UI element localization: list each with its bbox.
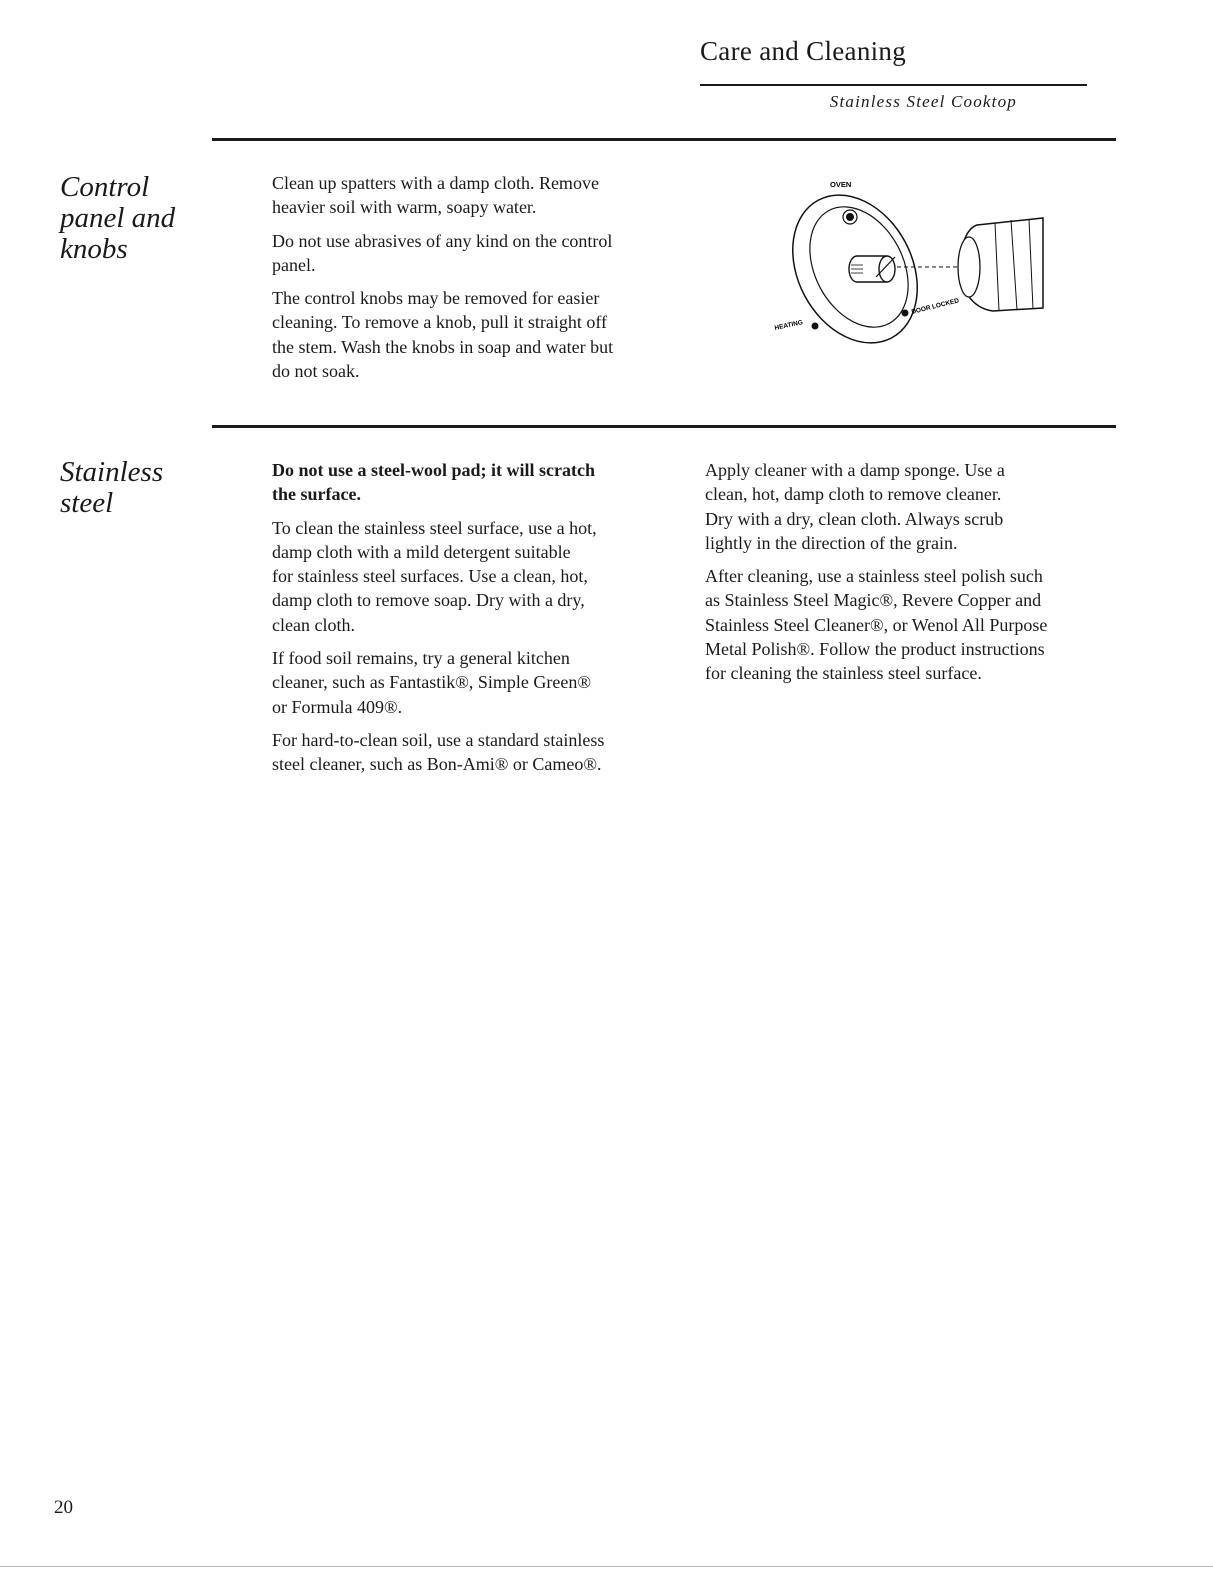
warning-text: Do not use a steel-wool pad; it will scratch the surface. xyxy=(272,460,595,505)
heading-line: steel xyxy=(60,487,114,519)
page-bottom-edge xyxy=(0,1566,1213,1567)
section-heading-stainless-steel xyxy=(60,457,163,519)
paragraph: Clean up spatters with a damp cloth. Remove heavier soil with warm, soapy water. xyxy=(272,173,599,218)
paragraph: The control knobs may be removed for easier cleaning. To remove a knob, pull it straight off the stem. Wash the knobs in soap and water but do not soak. xyxy=(272,288,614,382)
page-title: Care and Cleaning xyxy=(700,36,907,66)
section-divider-1 xyxy=(212,138,1116,141)
heating-label: HEATING xyxy=(773,319,804,332)
door-locked-label: DOOR LOCKED xyxy=(910,297,960,316)
paragraph: After cleaning, use a stainless steel polish such as Stainless Steel Magic®, Revere Copper and Stainless Steel Cleaner®, or Wenol All Purpose Metal Polish®. Follow the product instructions for cleaning the stainless steel surface. xyxy=(705,566,1048,684)
page-subtitle: Stainless Steel Cooktop xyxy=(829,92,1017,111)
heating-indicator-icon xyxy=(812,323,819,330)
section-divider-2 xyxy=(212,425,1116,428)
paragraph: If food soil remains, try a general kitchen cleaner, such as Fantastik®, Simple Green® or Formula 409®. xyxy=(272,648,592,717)
paragraph: For hard-to-clean soil, use a standard stainless steel cleaner, such as Bon-Ami® or Cameo®. xyxy=(272,729,605,775)
control-panel-text xyxy=(272,171,702,392)
stainless-right-column xyxy=(705,458,1125,695)
paragraph: To clean the stainless steel surface, use a hot, damp cloth with a mild detergent suitable for stainless steel surfaces. Use a clean, hot, damp cloth to remove soap. Dry with a dry, clean cloth. xyxy=(272,517,597,635)
stainless-left-column xyxy=(272,458,692,786)
header-rule xyxy=(700,84,1087,86)
page-number: 20 xyxy=(54,1497,73,1518)
heading-line: knobs xyxy=(60,233,128,265)
door-locked-indicator-icon xyxy=(902,310,909,317)
heading-line: panel and xyxy=(60,202,176,234)
control-knob-illustration xyxy=(765,170,1065,355)
section-heading-control-panel xyxy=(60,172,175,265)
paragraph: Do not use abrasives of any kind on the control panel. xyxy=(272,230,613,275)
heading-line: Control xyxy=(60,171,150,203)
paragraph: Apply cleaner with a damp sponge. Use a clean, hot, damp cloth to remove cleaner. Dry with a dry, clean cloth. Always scrub lightly in the direction of the grain. xyxy=(705,460,1005,553)
oven-indicator-icon xyxy=(846,213,854,221)
oven-label: OVEN xyxy=(830,180,852,189)
heading-line: Stainless xyxy=(60,456,164,488)
